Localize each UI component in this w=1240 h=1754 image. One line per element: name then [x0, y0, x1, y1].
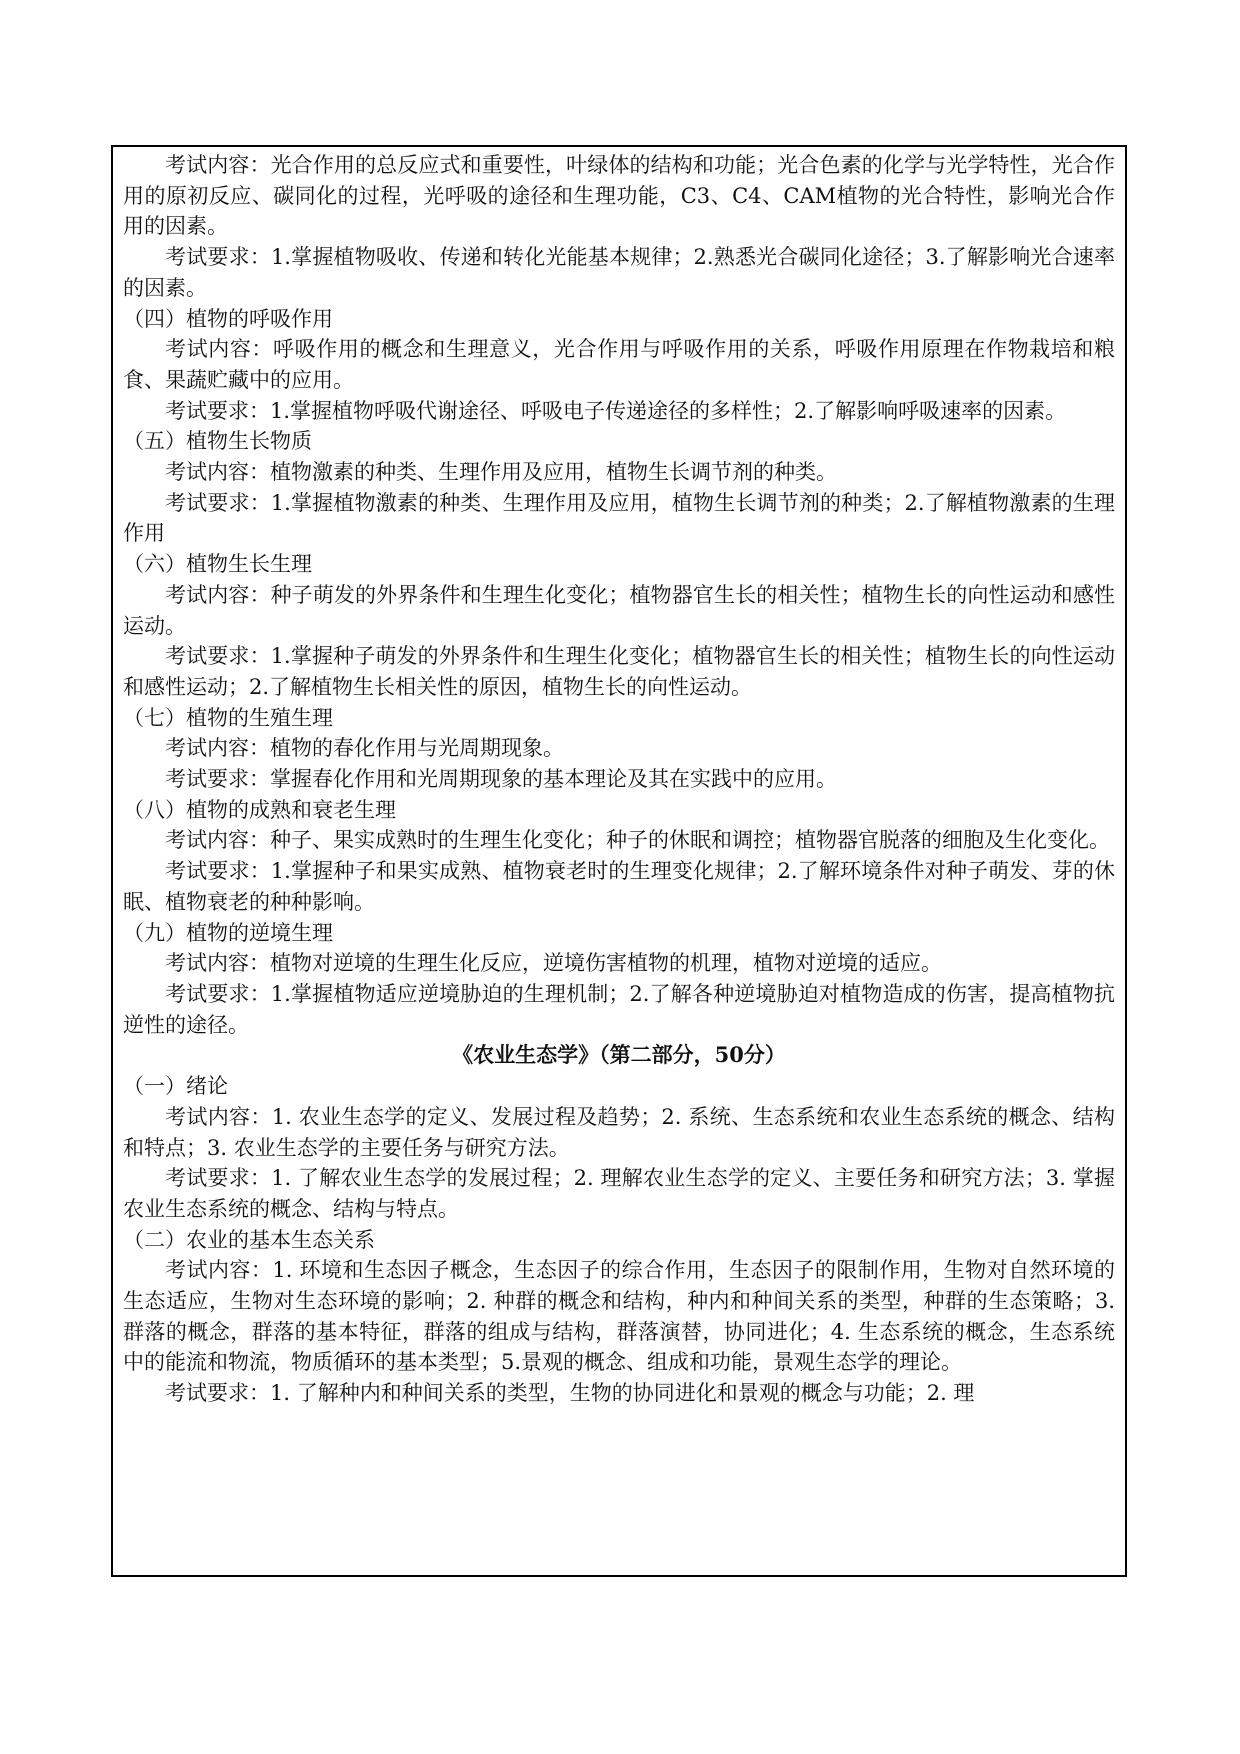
content-frame	[111, 145, 1127, 1577]
section-7-heading: （七）植物的生殖生理	[123, 705, 333, 730]
eco-section-2-heading: （二）农业的基本生态关系	[123, 1227, 375, 1252]
exam-content-reproduction: 考试内容：植物的春化作用与光周期现象。	[165, 736, 564, 761]
exam-requirement-maturation: 考试要求：1.掌握种子和果实成熟、植物衰老时的生理变化规律；2.了解环境条件对种子萌发、芽的休眠、植物衰老的种种影响。	[123, 859, 1115, 914]
exam-requirement-stress: 考试要求：1.掌握植物适应逆境胁迫的生理机制；2.了解各种逆境胁迫对植物造成的伤害，提高植物抗逆性的途径。	[123, 981, 1115, 1037]
exam-requirement-ecological-relations: 考试要求：1. 了解种内和种间关系的类型，生物的协同进化和景观的概念与功能；2. 理	[165, 1381, 975, 1406]
exam-content-stress: 考试内容：植物对逆境的生理生化反应，逆境伤害植物的机理，植物对逆境的适应。	[165, 951, 942, 976]
section-9-heading: （九）植物的逆境生理	[123, 920, 333, 945]
section-5-heading: （五）植物生长物质	[123, 429, 312, 454]
exam-content-respiration: 考试内容：呼吸作用的概念和生理意义，光合作用与呼吸作用的关系，呼吸作用原理在作物栽培和粮食、果蔬贮藏中的应用。	[123, 337, 1115, 392]
exam-content-maturation: 考试内容：种子、果实成熟时的生理生化变化；种子的休眠和调控；植物器官脱落的细胞及生化变化。	[165, 828, 1110, 853]
exam-content-photosynthesis: 考试内容：光合作用的总反应式和重要性，叶绿体的结构和功能；光合色素的化学与光学特性，光合作用的原初反应、碳同化的过程，光呼吸的途径和生理功能，C3、C4、CAM植物的光合特性，影响光合作用的因素。	[123, 153, 1115, 239]
exam-requirement-respiration: 考试要求：1.掌握植物呼吸代谢途径、呼吸电子传递途径的多样性；2.了解影响呼吸速率的因素。	[165, 398, 1067, 423]
section-4-heading: （四）植物的呼吸作用	[123, 306, 333, 331]
part-2-title: 《农业生态学》（第二部分，50分）	[452, 1042, 786, 1068]
exam-content-growth-substances: 考试内容：植物激素的种类、生理作用及应用，植物生长调节剂的种类。	[165, 460, 837, 485]
section-8-heading: （八）植物的成熟和衰老生理	[123, 797, 396, 822]
section-6-heading: （六）植物生长生理	[123, 552, 312, 577]
exam-content-introduction: 考试内容：1. 农业生态学的定义、发展过程及趋势；2. 系统、生态系统和农业生态系统的概念、结构和特点；3. 农业生态学的主要任务与研究方法。	[123, 1104, 1115, 1160]
exam-content-ecological-relations: 考试内容：1. 环境和生态因子概念，生态因子的综合作用，生态因子的限制作用，生物对自然环境的生态适应，生物对生态环境的影响；2. 种群的概念和结构，种内和种间关系的类型，种群的生态策略；3. 群落的概念，群落的基本特征，群落的组成与结构，群落演替，协同进化；4. 生态系统的概念，生态系统中的能流和物流，物质循环的基本类型；5.景观的概念、组成和功能，景观生态学的理论。	[123, 1258, 1115, 1375]
exam-requirement-reproduction: 考试要求：掌握春化作用和光周期现象的基本理论及其在实践中的应用。	[165, 767, 837, 792]
document-body	[123, 150, 1115, 1409]
exam-requirement-introduction: 考试要求：1. 了解农业生态学的发展过程；2. 理解农业生态学的定义、主要任务和研究方法；3. 掌握农业生态系统的概念、结构与特点。	[123, 1166, 1115, 1221]
exam-requirement-growth-substances: 考试要求：1.掌握植物激素的种类、生理作用及应用，植物生长调节剂的种类；2.了解植物激素的生理作用	[123, 490, 1115, 546]
exam-content-growth-physiology: 考试内容：种子萌发的外界条件和生理生化变化；植物器官生长的相关性；植物生长的向性运动和感性运动。	[123, 582, 1115, 638]
exam-requirement-photosynthesis: 考试要求：1.掌握植物吸收、传递和转化光能基本规律；2.熟悉光合碳同化途径；3.了解影响光合速率的因素。	[123, 245, 1115, 300]
eco-section-1-heading: （一）绪论	[123, 1074, 228, 1099]
exam-requirement-growth-physiology: 考试要求：1.掌握种子萌发的外界条件和生理生化变化；植物器官生长的相关性；植物生长的向性运动和感性运动；2.了解植物生长相关性的原因，植物生长的向性运动。	[123, 644, 1115, 699]
